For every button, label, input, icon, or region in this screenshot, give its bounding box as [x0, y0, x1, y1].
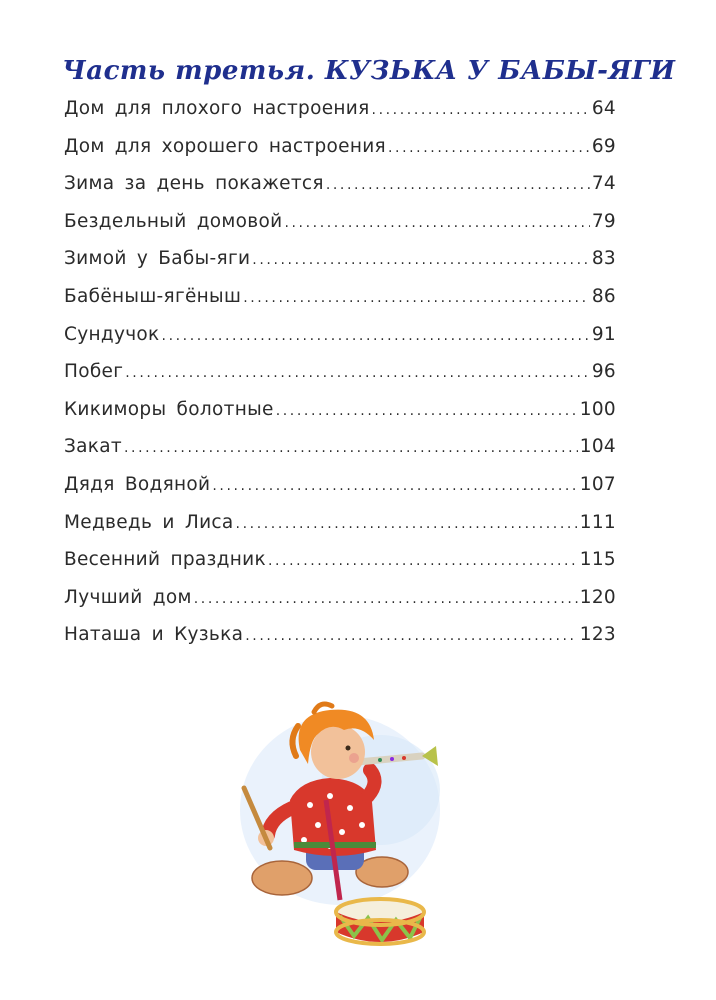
toc-leader-dots — [243, 290, 590, 306]
toc-entry[interactable] — [64, 98, 616, 136]
toc-entry-page: 104 — [579, 436, 616, 458]
toc-leader-dots — [276, 403, 578, 419]
toc-entry-title: Дом для плохого настроения — [64, 98, 370, 119]
toc-leader-dots — [124, 440, 578, 456]
toc-entry[interactable] — [64, 136, 616, 174]
toc-entry-page: 100 — [579, 398, 616, 420]
toc-entry-page: 111 — [579, 511, 616, 533]
toc-entry-page: 115 — [579, 549, 616, 571]
toc-entry[interactable] — [64, 587, 616, 625]
toc-leader-dots — [388, 140, 590, 156]
toc-entry-page: 83 — [591, 248, 616, 270]
toc-entry-title: Закат — [64, 436, 122, 458]
toc-entry-title: Зимой у Бабы-яги — [64, 248, 251, 270]
toc-entry-page: 107 — [579, 473, 616, 495]
toc-leader-dots — [284, 215, 589, 231]
toc-leader-dots — [236, 516, 578, 532]
toc-entry[interactable] — [64, 211, 616, 249]
toc-entry-title: Наташа и Кузька — [64, 624, 244, 646]
toc-entry-title: Лучший дом — [64, 586, 192, 608]
table-of-contents — [64, 98, 616, 662]
toc-entry-title: Кикиморы болотные — [64, 398, 274, 420]
toc-leader-dots — [326, 177, 590, 193]
toc-entry-title: Весенний праздник — [64, 549, 266, 571]
toc-entry-page: 96 — [591, 361, 616, 383]
toc-entry[interactable] — [64, 361, 616, 399]
toc-leader-dots — [194, 591, 578, 607]
toc-leader-dots — [372, 102, 590, 118]
toc-entry[interactable] — [64, 286, 616, 324]
toc-entry[interactable] — [64, 436, 616, 474]
toc-entry-page: 69 — [591, 135, 616, 157]
toc-entry-title: Медведь и Лиса — [64, 511, 234, 533]
toc-entry-title: Бабёныш-ягёныш — [64, 285, 242, 307]
toc-leader-dots — [245, 628, 578, 644]
toc-leader-dots — [252, 252, 590, 268]
toc-entry-title: Зима за день покажется — [64, 173, 324, 195]
kuzka-with-drum-and-pipe-illustration — [230, 700, 460, 950]
toc-entry-title: Дядя Водяной — [64, 473, 211, 495]
section-heading: Часть третья. КУЗЬКА У БАБЫ-ЯГИ — [62, 56, 676, 86]
toc-leader-dots — [162, 328, 590, 344]
toc-leader-dots — [268, 553, 578, 569]
toc-entry-page: 91 — [591, 323, 616, 345]
toc-entry-title: Сундучок — [64, 323, 160, 345]
toc-leader-dots — [125, 365, 590, 381]
toc-entry[interactable] — [64, 474, 616, 512]
toc-entry-title: Бездельный домовой — [64, 210, 283, 232]
toc-entry-title: Дом для хорошего настроения — [64, 135, 386, 157]
toc-entry[interactable] — [64, 624, 616, 662]
toc-entry-page: 79 — [591, 210, 616, 232]
toc-entry-page: 123 — [579, 624, 616, 646]
toc-entry-page: 64 — [591, 98, 616, 119]
toc-entry[interactable] — [64, 324, 616, 362]
toc-entry[interactable] — [64, 512, 616, 550]
toc-entry[interactable] — [64, 399, 616, 437]
toc-entry-page: 74 — [591, 173, 616, 195]
toc-entry-title: Побег — [64, 361, 124, 383]
toc-entry-page: 120 — [579, 586, 616, 608]
toc-entry-page: 86 — [591, 285, 616, 307]
toc-leader-dots — [212, 478, 577, 494]
toc-entry[interactable] — [64, 173, 616, 211]
toc-entry[interactable] — [64, 248, 616, 286]
kuzka-illustration — [230, 700, 460, 954]
toc-entry[interactable] — [64, 549, 616, 587]
